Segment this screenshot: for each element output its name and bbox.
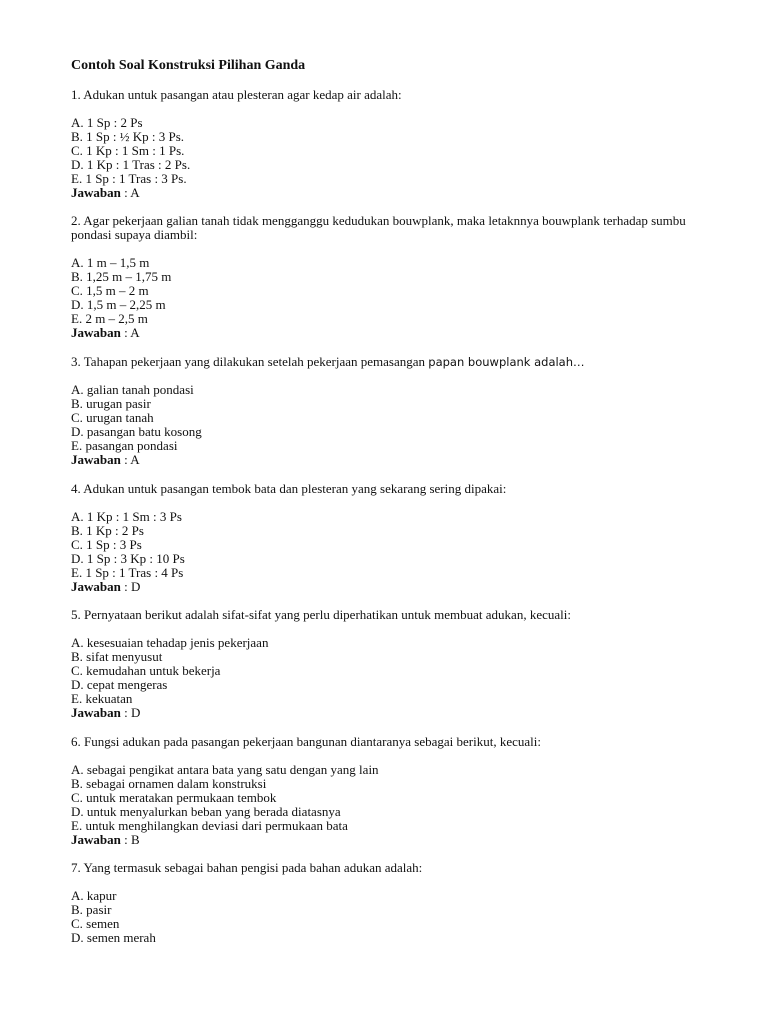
answer-value: : D [120,579,141,594]
options-list [71,256,711,340]
option-c: C. 1 Sp : 3 Ps [71,537,142,552]
question-4 [71,482,711,594]
option-e: E. kekuatan [71,691,133,706]
option-c: C. 1 Kp : 1 Sm : 1 Ps. [71,143,185,158]
option-b: B. 1 Kp : 2 Ps [71,523,144,538]
question-1 [71,88,711,200]
answer-value: : A [120,452,140,467]
answer-label: Jawaban [71,832,121,847]
option-b: B. sebagai ornamen dalam konstruksi [71,776,267,791]
question-3 [71,355,711,467]
document-title: Contoh Soal Konstruksi Pilihan Ganda [71,58,306,73]
question-text: 5. Pernyataan berikut adalah sifat-sifat yang perlu diperhatikan untuk membuat adukan, kecuali: [71,607,571,622]
option-c: C. untuk meratakan permukaan tembok [71,790,277,805]
option-e: E. pasangan pondasi [71,438,178,453]
answer-line [71,833,711,847]
option-a: A. 1 Sp : 2 Ps [71,115,143,130]
question-text [71,355,711,369]
option-a: A. kesesuaian tehadap jenis pekerjaan [71,635,269,650]
options-list [71,510,711,594]
answer-label: Jawaban [71,705,121,720]
answer-line [71,706,711,720]
option-c: C. semen [71,916,120,931]
answer-label: Jawaban [71,325,121,340]
option-a: A. galian tanah pondasi [71,382,194,397]
option-e: E. 1 Sp : 1 Tras : 3 Ps. [71,171,187,186]
question-text: 4. Adukan untuk pasangan tembok bata dan plesteran yang sekarang sering dipakai: [71,481,507,496]
option-c: C. kemudahan untuk bekerja [71,663,221,678]
question-7 [71,861,711,945]
options-list [71,383,711,467]
option-a: A. sebagai pengikat antara bata yang satu dengan yang lain [71,762,379,777]
option-b: B. sifat menyusut [71,649,163,664]
option-d: D. semen merah [71,930,156,945]
option-b: B. 1 Sp : ½ Kp : 3 Ps. [71,129,185,144]
option-e: E. untuk menghilangkan deviasi dari permukaan bata [71,818,348,833]
question-text-main: 3. Tahapan pekerjaan yang dilakukan setelah pekerjaan pemasangan [71,354,429,369]
question-5 [71,608,711,720]
option-d: D. 1 Kp : 1 Tras : 2 Ps. [71,157,191,172]
option-e: E. 2 m – 2,5 m [71,311,148,326]
answer-line [71,326,711,340]
question-6 [71,735,711,847]
answer-label: Jawaban [71,452,121,467]
option-a: A. 1 m – 1,5 m [71,255,150,270]
answer-label: Jawaban [71,185,121,200]
question-text: 2. Agar pekerjaan galian tanah tidak mengganggu kedudukan bouwplank, maka letaknnya bouwplank terhadap sumbu pondasi supaya diambil: [71,213,686,242]
option-b: B. urugan pasir [71,396,151,411]
option-c: C. 1,5 m – 2 m [71,283,149,298]
question-text: 7. Yang termasuk sebagai bahan pengisi pada bahan adukan adalah: [71,860,423,875]
options-list [71,116,711,200]
option-e: E. 1 Sp : 1 Tras : 4 Ps [71,565,184,580]
question-text-tail: papan bouwplank adalah… [428,355,585,369]
answer-line [71,580,711,594]
answer-line [71,453,711,467]
option-b: B. 1,25 m – 1,75 m [71,269,172,284]
answer-line [71,186,711,200]
option-b: B. pasir [71,902,112,917]
option-d: D. cepat mengeras [71,677,168,692]
options-list [71,889,711,945]
answer-value: : A [120,185,140,200]
answer-value: : D [120,705,141,720]
option-c: C. urugan tanah [71,410,154,425]
options-list [71,763,711,847]
option-a: A. 1 Kp : 1 Sm : 3 Ps [71,509,182,524]
option-d: D. untuk menyalurkan beban yang berada diatasnya [71,804,341,819]
answer-label: Jawaban [71,579,121,594]
question-text: 1. Adukan untuk pasangan atau plesteran agar kedap air adalah: [71,87,402,102]
options-list [71,636,711,720]
answer-value: : A [120,325,140,340]
question-text: 6. Fungsi adukan pada pasangan pekerjaan bangunan diantaranya sebagai berikut, kecuali: [71,734,541,749]
option-d: D. 1 Sp : 3 Kp : 10 Ps [71,551,185,566]
option-d: D. 1,5 m – 2,25 m [71,297,166,312]
answer-value: : B [120,832,140,847]
question-2 [71,214,711,340]
option-a: A. kapur [71,888,117,903]
option-d: D. pasangan batu kosong [71,424,202,439]
